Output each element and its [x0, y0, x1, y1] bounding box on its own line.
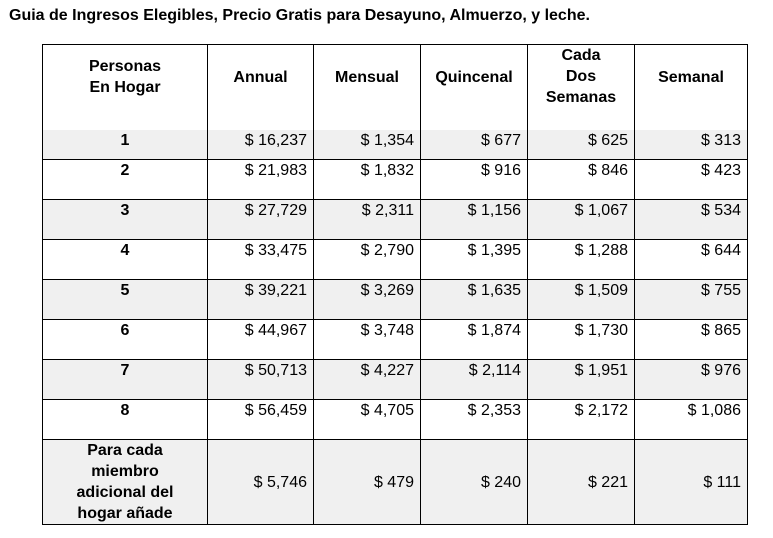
- household-size-cell: 4: [43, 240, 208, 280]
- header-cada-dos-semanas-line-3: Semanas: [545, 89, 617, 106]
- semanal-cell: $ 865: [635, 320, 748, 360]
- semanal-cell: $ 755: [635, 280, 748, 320]
- additional-annual-cell: $ 5,746: [208, 440, 314, 525]
- header-annual: [208, 45, 314, 131]
- table-row: [43, 240, 748, 280]
- table-row: [43, 160, 748, 200]
- semanal-cell: $ 534: [635, 200, 748, 240]
- header-mensual-label: Mensual: [334, 69, 399, 86]
- annual-cell: $ 16,237: [208, 130, 314, 160]
- mensual-cell: $ 3,748: [314, 320, 421, 360]
- additional-mensual-cell: $ 479: [314, 440, 421, 525]
- quincenal-cell: $ 1,874: [421, 320, 528, 360]
- mensual-cell: $ 1,832: [314, 160, 421, 200]
- table-row: [43, 130, 748, 160]
- dos-semanas-cell: $ 2,172: [528, 400, 635, 440]
- header-cada-dos-semanas: [528, 45, 635, 131]
- additional-member-label-line-2: miembro: [91, 463, 159, 480]
- mensual-cell: $ 1,354: [314, 130, 421, 160]
- additional-semanal-cell: $ 111: [635, 440, 748, 525]
- header-annual-label: Annual: [233, 69, 288, 86]
- quincenal-cell: $ 1,635: [421, 280, 528, 320]
- quincenal-cell: $ 677: [421, 130, 528, 160]
- quincenal-cell: $ 916: [421, 160, 528, 200]
- annual-cell: $ 21,983: [208, 160, 314, 200]
- page-title: Guia de Ingresos Elegibles, Precio Gratis para Desayuno, Almuerzo, y leche.: [9, 7, 590, 24]
- dos-semanas-cell: $ 1,288: [528, 240, 635, 280]
- annual-cell: $ 50,713: [208, 360, 314, 400]
- household-size-cell: 6: [43, 320, 208, 360]
- dos-semanas-cell: $ 1,509: [528, 280, 635, 320]
- additional-member-label: [43, 440, 208, 525]
- dos-semanas-cell: $ 1,730: [528, 320, 635, 360]
- additional-dos-semanas-cell: $ 221: [528, 440, 635, 525]
- additional-member-label-line-3: adicional del: [76, 484, 174, 501]
- semanal-cell: $ 423: [635, 160, 748, 200]
- header-row: [43, 45, 748, 131]
- mensual-cell: $ 4,705: [314, 400, 421, 440]
- semanal-cell: $ 644: [635, 240, 748, 280]
- annual-cell: $ 44,967: [208, 320, 314, 360]
- semanal-cell: $ 1,086: [635, 400, 748, 440]
- additional-quincenal-cell: $ 240: [421, 440, 528, 525]
- quincenal-cell: $ 1,156: [421, 200, 528, 240]
- header-household-size: [43, 45, 208, 131]
- dos-semanas-cell: $ 1,067: [528, 200, 635, 240]
- header-mensual: [314, 45, 421, 131]
- household-size-cell: 5: [43, 280, 208, 320]
- header-quincenal-label: Quincenal: [435, 69, 513, 86]
- income-guidelines-table: [42, 44, 748, 525]
- semanal-cell: $ 976: [635, 360, 748, 400]
- mensual-cell: $ 4,227: [314, 360, 421, 400]
- quincenal-cell: $ 2,353: [421, 400, 528, 440]
- additional-member-label-line-4: hogar añade: [77, 505, 173, 522]
- annual-cell: $ 39,221: [208, 280, 314, 320]
- header-semanal: [635, 45, 748, 131]
- mensual-cell: $ 2,790: [314, 240, 421, 280]
- semanal-cell: $ 313: [635, 130, 748, 160]
- annual-cell: $ 56,459: [208, 400, 314, 440]
- table-row: [43, 360, 748, 400]
- header-household-size-line-2: En Hogar: [89, 79, 161, 96]
- dos-semanas-cell: $ 625: [528, 130, 635, 160]
- header-cada-dos-semanas-line-2: Dos: [565, 68, 597, 85]
- header-cada-dos-semanas-line-1: Cada: [561, 47, 601, 64]
- annual-cell: $ 27,729: [208, 200, 314, 240]
- header-household-size-line-1: Personas: [88, 58, 162, 75]
- table-row: [43, 200, 748, 240]
- quincenal-cell: $ 1,395: [421, 240, 528, 280]
- dos-semanas-cell: $ 846: [528, 160, 635, 200]
- annual-cell: $ 33,475: [208, 240, 314, 280]
- mensual-cell: $ 2,311: [314, 200, 421, 240]
- table-row: [43, 280, 748, 320]
- table-row: [43, 400, 748, 440]
- additional-member-row: [43, 440, 748, 525]
- table-row: [43, 320, 748, 360]
- mensual-cell: $ 3,269: [314, 280, 421, 320]
- household-size-cell: 1: [43, 130, 208, 160]
- header-quincenal: [421, 45, 528, 131]
- dos-semanas-cell: $ 1,951: [528, 360, 635, 400]
- household-size-cell: 7: [43, 360, 208, 400]
- additional-member-label-line-1: Para cada: [87, 442, 163, 459]
- household-size-cell: 3: [43, 200, 208, 240]
- quincenal-cell: $ 2,114: [421, 360, 528, 400]
- household-size-cell: 8: [43, 400, 208, 440]
- header-semanal-label: Semanal: [658, 69, 724, 86]
- household-size-cell: 2: [43, 160, 208, 200]
